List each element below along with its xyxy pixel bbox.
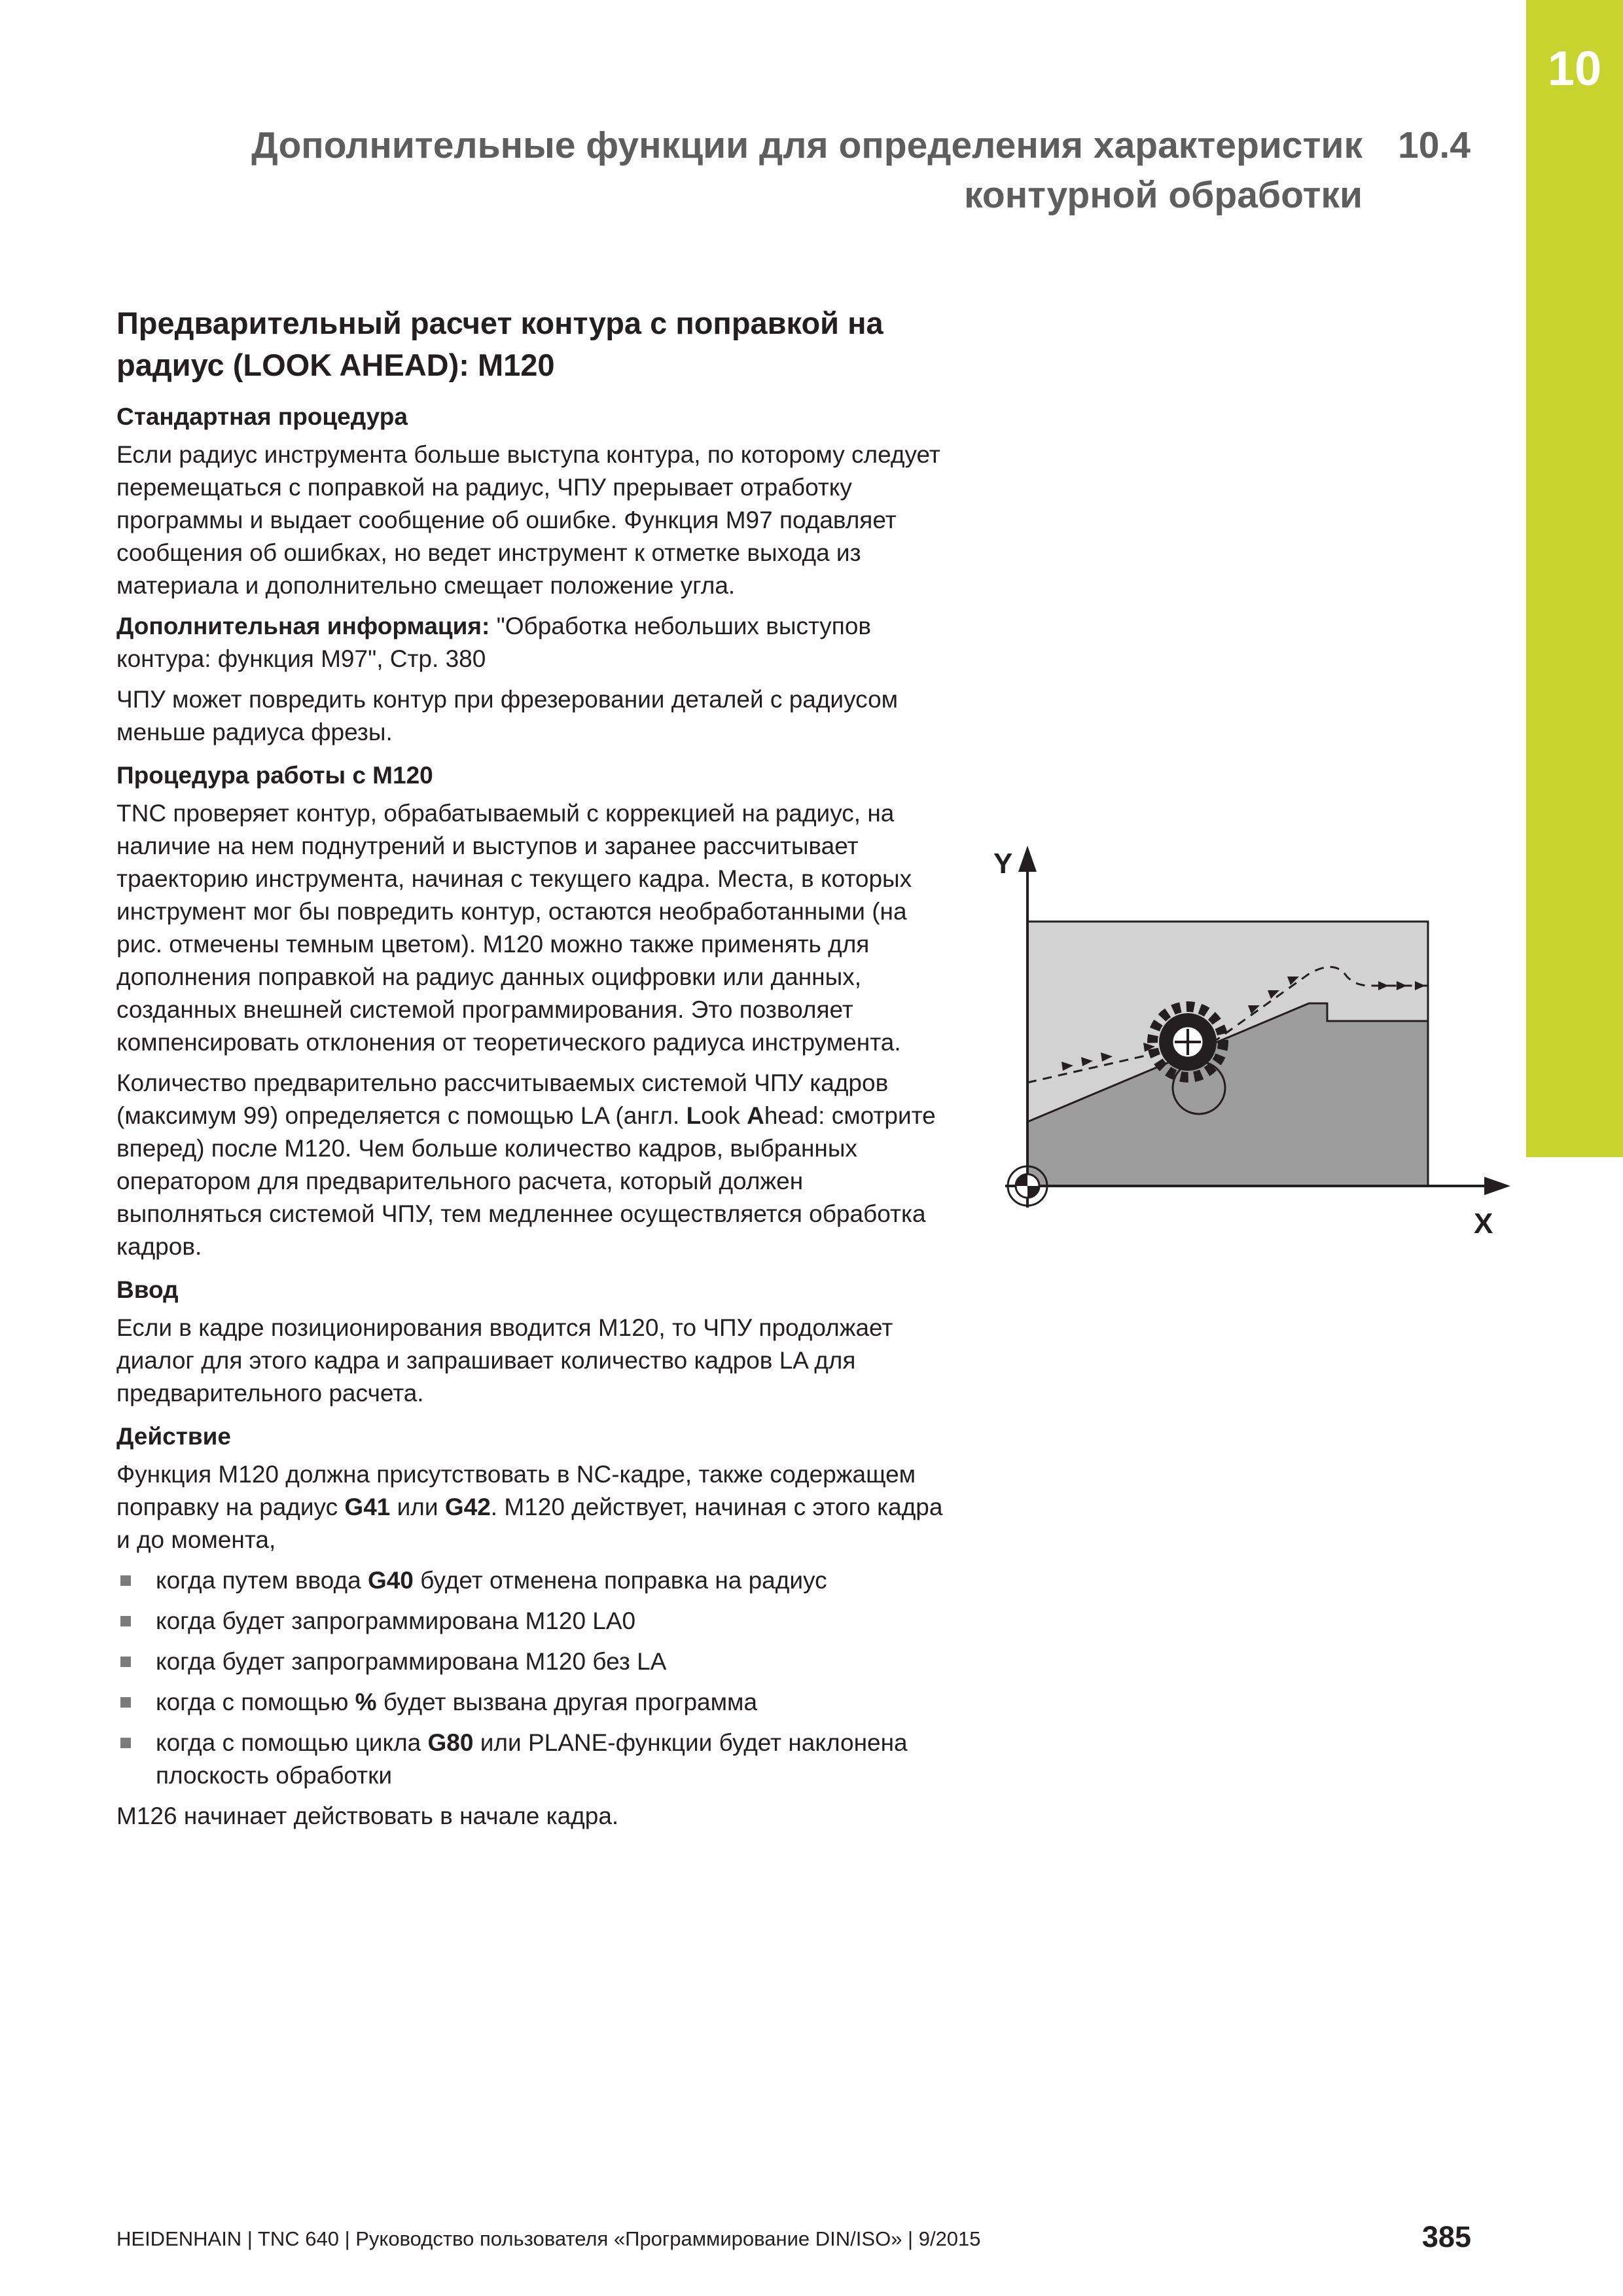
heading-standard: Стандартная процедура — [116, 403, 408, 430]
paragraph-procedure: TNC проверяет контур, обрабатываемый с коррекцией на радиус, на наличие на нем поднутрений и выступов и заранее рассчитывает траекторию инструмента, начиная с текущего кадра. Места, в которых инструмент мог бы повредить контур, остаются необработанными (на рис. отмечены темным цветом). M120 можно также применять для дополнения поправкой на радиус данных оцифровки или данных, созданных внешней системой программирования. Это позволяет компенсировать отклонения от теоретического радиуса инструмента. — [116, 800, 912, 1056]
list-item-text: или PLANE-функции будет наклонена плоскость обработки — [156, 1729, 908, 1789]
origin-quadrant — [1027, 1186, 1039, 1198]
milling-cutter-icon — [1152, 1007, 1223, 1077]
more-info-label: Дополнительная информация: — [116, 613, 490, 639]
code-percent: % — [355, 1689, 377, 1715]
count-text-3: head: смотрите вперед) после M120. Чем больше количество кадров, выбранных оператором для предварительного расчета, который должен выполняться системой ЧПУ, тем медленнее осуществляется обработка кадров. — [116, 1102, 936, 1260]
code-g41: G41 — [344, 1494, 391, 1520]
list-item — [116, 1645, 948, 1678]
lookahead-diagram — [988, 831, 1525, 1257]
paragraph-standard: Если радиус инструмента больше выступа контура, по которому следует перемещаться с поправкой на радиус, ЧПУ прерывает отработку программы и выдает сообщение об ошибке. Функция M97 подавляет сообщения об ошибках, но ведет инструмент к отметке выхода из материала и дополнительно смещает положение угла. — [116, 441, 940, 599]
footer-text: HEIDENHAIN | TNC 640 | Руководство пользователя «Программирование DIN/ISO» | 9/2015 — [116, 2227, 981, 2250]
heading-procedure: Процедура работы с M120 — [116, 762, 433, 789]
chapter-number: 10 — [1547, 41, 1602, 96]
list-item-text: когда с помощью цикла — [156, 1729, 428, 1756]
paragraph-effect — [116, 1458, 948, 1556]
heading-effect: Действие — [116, 1423, 231, 1450]
paragraph-m126: M126 начинает действовать в начале кадра. — [116, 1803, 619, 1829]
list-item-text: когда с помощью — [156, 1689, 355, 1715]
list-item-text: когда путем ввода — [156, 1567, 368, 1594]
bullet-square-icon — [120, 1616, 131, 1626]
section-number: 10.4 — [1398, 124, 1471, 166]
running-header-title — [196, 120, 1363, 220]
code-g42: G42 — [444, 1494, 491, 1520]
paragraph-input: Если в кадре позиционирования вводится M120, то ЧПУ продолжает диалог для этого кадра и запрашивает количество кадров LA для предварительного расчета. — [116, 1314, 893, 1407]
list-item — [116, 1727, 948, 1792]
code-g40: G40 — [367, 1567, 414, 1594]
section-title — [116, 302, 948, 386]
list-item-text: когда будет запрограммирована M120 без LA — [156, 1648, 667, 1675]
section-title-line1: Предварительный расчет контура с поправкой на — [116, 306, 883, 340]
list-item-text: будет вызвана другая программа — [376, 1689, 758, 1715]
paragraph-count — [116, 1067, 948, 1263]
effect-list — [116, 1564, 948, 1792]
bullet-square-icon — [120, 1657, 131, 1667]
count-letter-l: L — [686, 1102, 702, 1129]
bullet-square-icon — [120, 1575, 131, 1586]
bullet-square-icon — [120, 1697, 131, 1708]
running-header-line1: Дополнительные функции для определения характеристик — [251, 124, 1363, 166]
y-axis-label: Y — [993, 848, 1013, 880]
paragraph-damage: ЧПУ может повредить контур при фрезеровании деталей с радиусом меньше радиуса фрезы. — [116, 686, 899, 745]
chapter-tab — [1526, 0, 1623, 1157]
list-item-text: будет отменена поправка на радиус — [413, 1567, 827, 1594]
code-g80: G80 — [427, 1729, 474, 1756]
paragraph-more-info — [116, 610, 948, 675]
effect-text-2: . M120 действует, начиная с этого кадра и до момента, — [116, 1494, 943, 1553]
running-header-line2: контурной обработки — [964, 174, 1363, 216]
count-text-1: Количество предварительно рассчитываемых системой ЧПУ кадров (максимум 99) определяется с помощью LA (англ. — [116, 1069, 889, 1129]
count-text-2: ook — [701, 1102, 747, 1129]
list-item — [116, 1564, 948, 1597]
x-axis-label: X — [1474, 1208, 1493, 1240]
list-item — [116, 1686, 948, 1719]
more-info-link[interactable]: "Обработка небольших выступов контура: функция M97", Стр. 380 — [116, 613, 872, 672]
effect-text-or: или — [390, 1494, 445, 1520]
main-content — [116, 302, 948, 1840]
list-item-text: когда будет запрограммирована M120 LA0 — [156, 1607, 636, 1634]
section-title-line2: радиус (LOOK AHEAD): M120 — [116, 348, 555, 382]
effect-text-1: Функция M120 должна присутствовать в NC-кадре, также содержащем поправку на радиус — [116, 1461, 916, 1520]
count-letter-a: A — [747, 1102, 764, 1129]
heading-input: Ввод — [116, 1276, 179, 1303]
list-item — [116, 1605, 948, 1638]
bullet-square-icon — [120, 1738, 131, 1748]
y-axis-arrow — [1018, 846, 1037, 872]
origin-quadrant — [1016, 1174, 1027, 1186]
page-number: 385 — [1421, 2220, 1471, 2253]
x-axis-arrow — [1484, 1177, 1510, 1195]
